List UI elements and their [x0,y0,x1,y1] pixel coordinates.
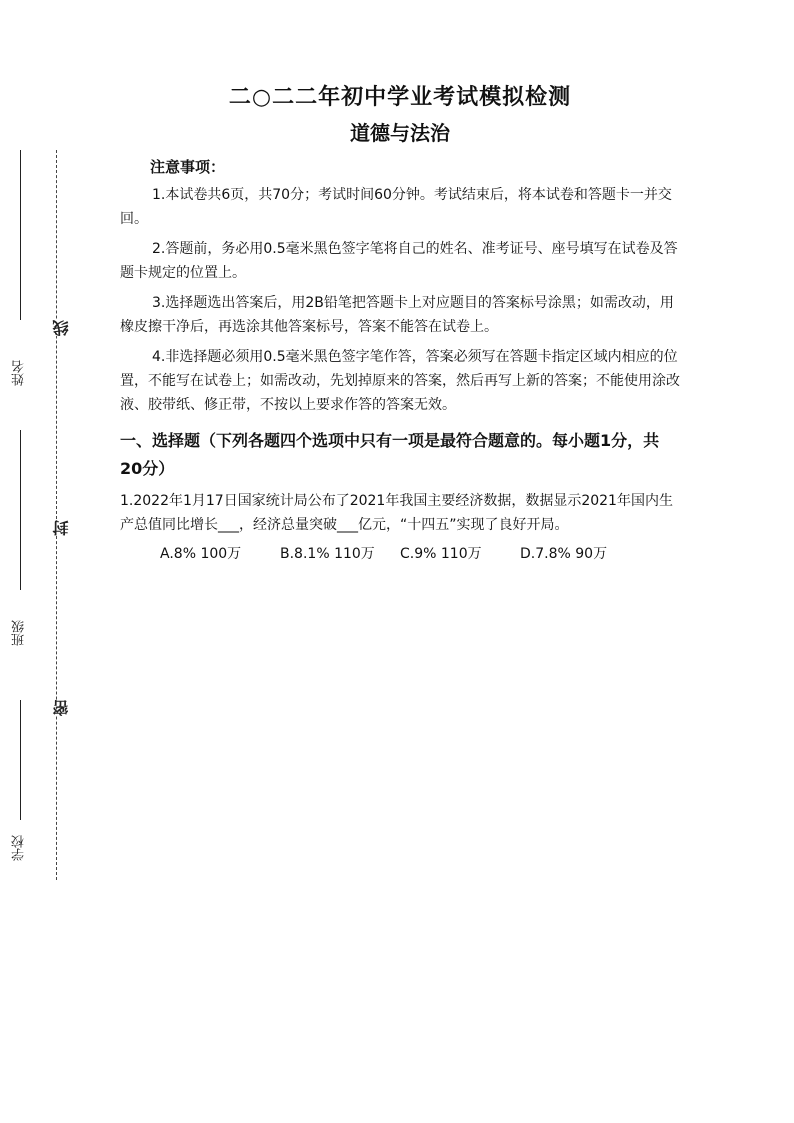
notice-item: 1.本试卷共6页，共70分；考试时间60分钟。考试结束后，将本试卷和答题卡一并交回。 [120,187,672,227]
binding-dashed-line [56,150,57,880]
question-1-option-c: C.9% 110万 [400,546,482,562]
school-label: 学校 [12,835,27,861]
notice-item: 3.选择题选出答案后，用2B铅笔把答题卡上对应题目的答案标号涂黑；如需改动，用橡皮擦干净后，再选涂其他答案标号，答案不能答在试卷上。 [120,295,674,335]
question-1-option-b: B.8.1% 110万 [280,546,375,562]
question-1-options [160,543,680,563]
exam-title: 二○二二年初中学业考试模拟检测 [228,84,572,110]
notice-item: 2.答题前，务必用0.5毫米黑色签字笔将自己的姓名、准考证号、座号填写在试卷及答题卡规定的位置上。 [120,241,678,281]
class-label: 班级 [12,620,27,646]
question-1-option-a: A.8% 100万 [160,546,242,562]
seal-word-xian: 线 [52,320,71,336]
question-1-stem: 1.2022年1月17日国家统计局公布了2021年我国主要经济数据，数据显示2021年国内生产总值同比增长___，经济总量突破___亿元，“十四五”实现了良好开局。 [120,493,673,533]
binding-class-line [20,430,21,590]
question-1-option-d: D.7.8% 90万 [520,546,608,562]
notice-title: 注意事项： [150,158,226,176]
binding-name-line [20,150,21,320]
seal-word-mi: 密 [52,700,71,716]
exam-subject: 道德与法治 [350,121,450,145]
binding-school-line [20,700,21,820]
section1-heading: 一、选择题（下列各题四个选项中只有一项是最符合题意的。每小题1分，共20分） [120,431,660,478]
seal-word-feng: 封 [52,520,71,536]
name-label: 姓名 [12,360,27,386]
exam-content [120,70,680,569]
notice-item: 4.非选择题必须用0.5毫米黑色签字笔作答，答案必须写在答题卡指定区域内相应的位置，不能写在试卷上；如需改动，先划掉原来的答案，然后再写上新的答案；不能使用涂改液、胶带纸、修正带，不按以上要求作答的答案无效。 [120,349,680,413]
binding-strip [0,0,90,1123]
